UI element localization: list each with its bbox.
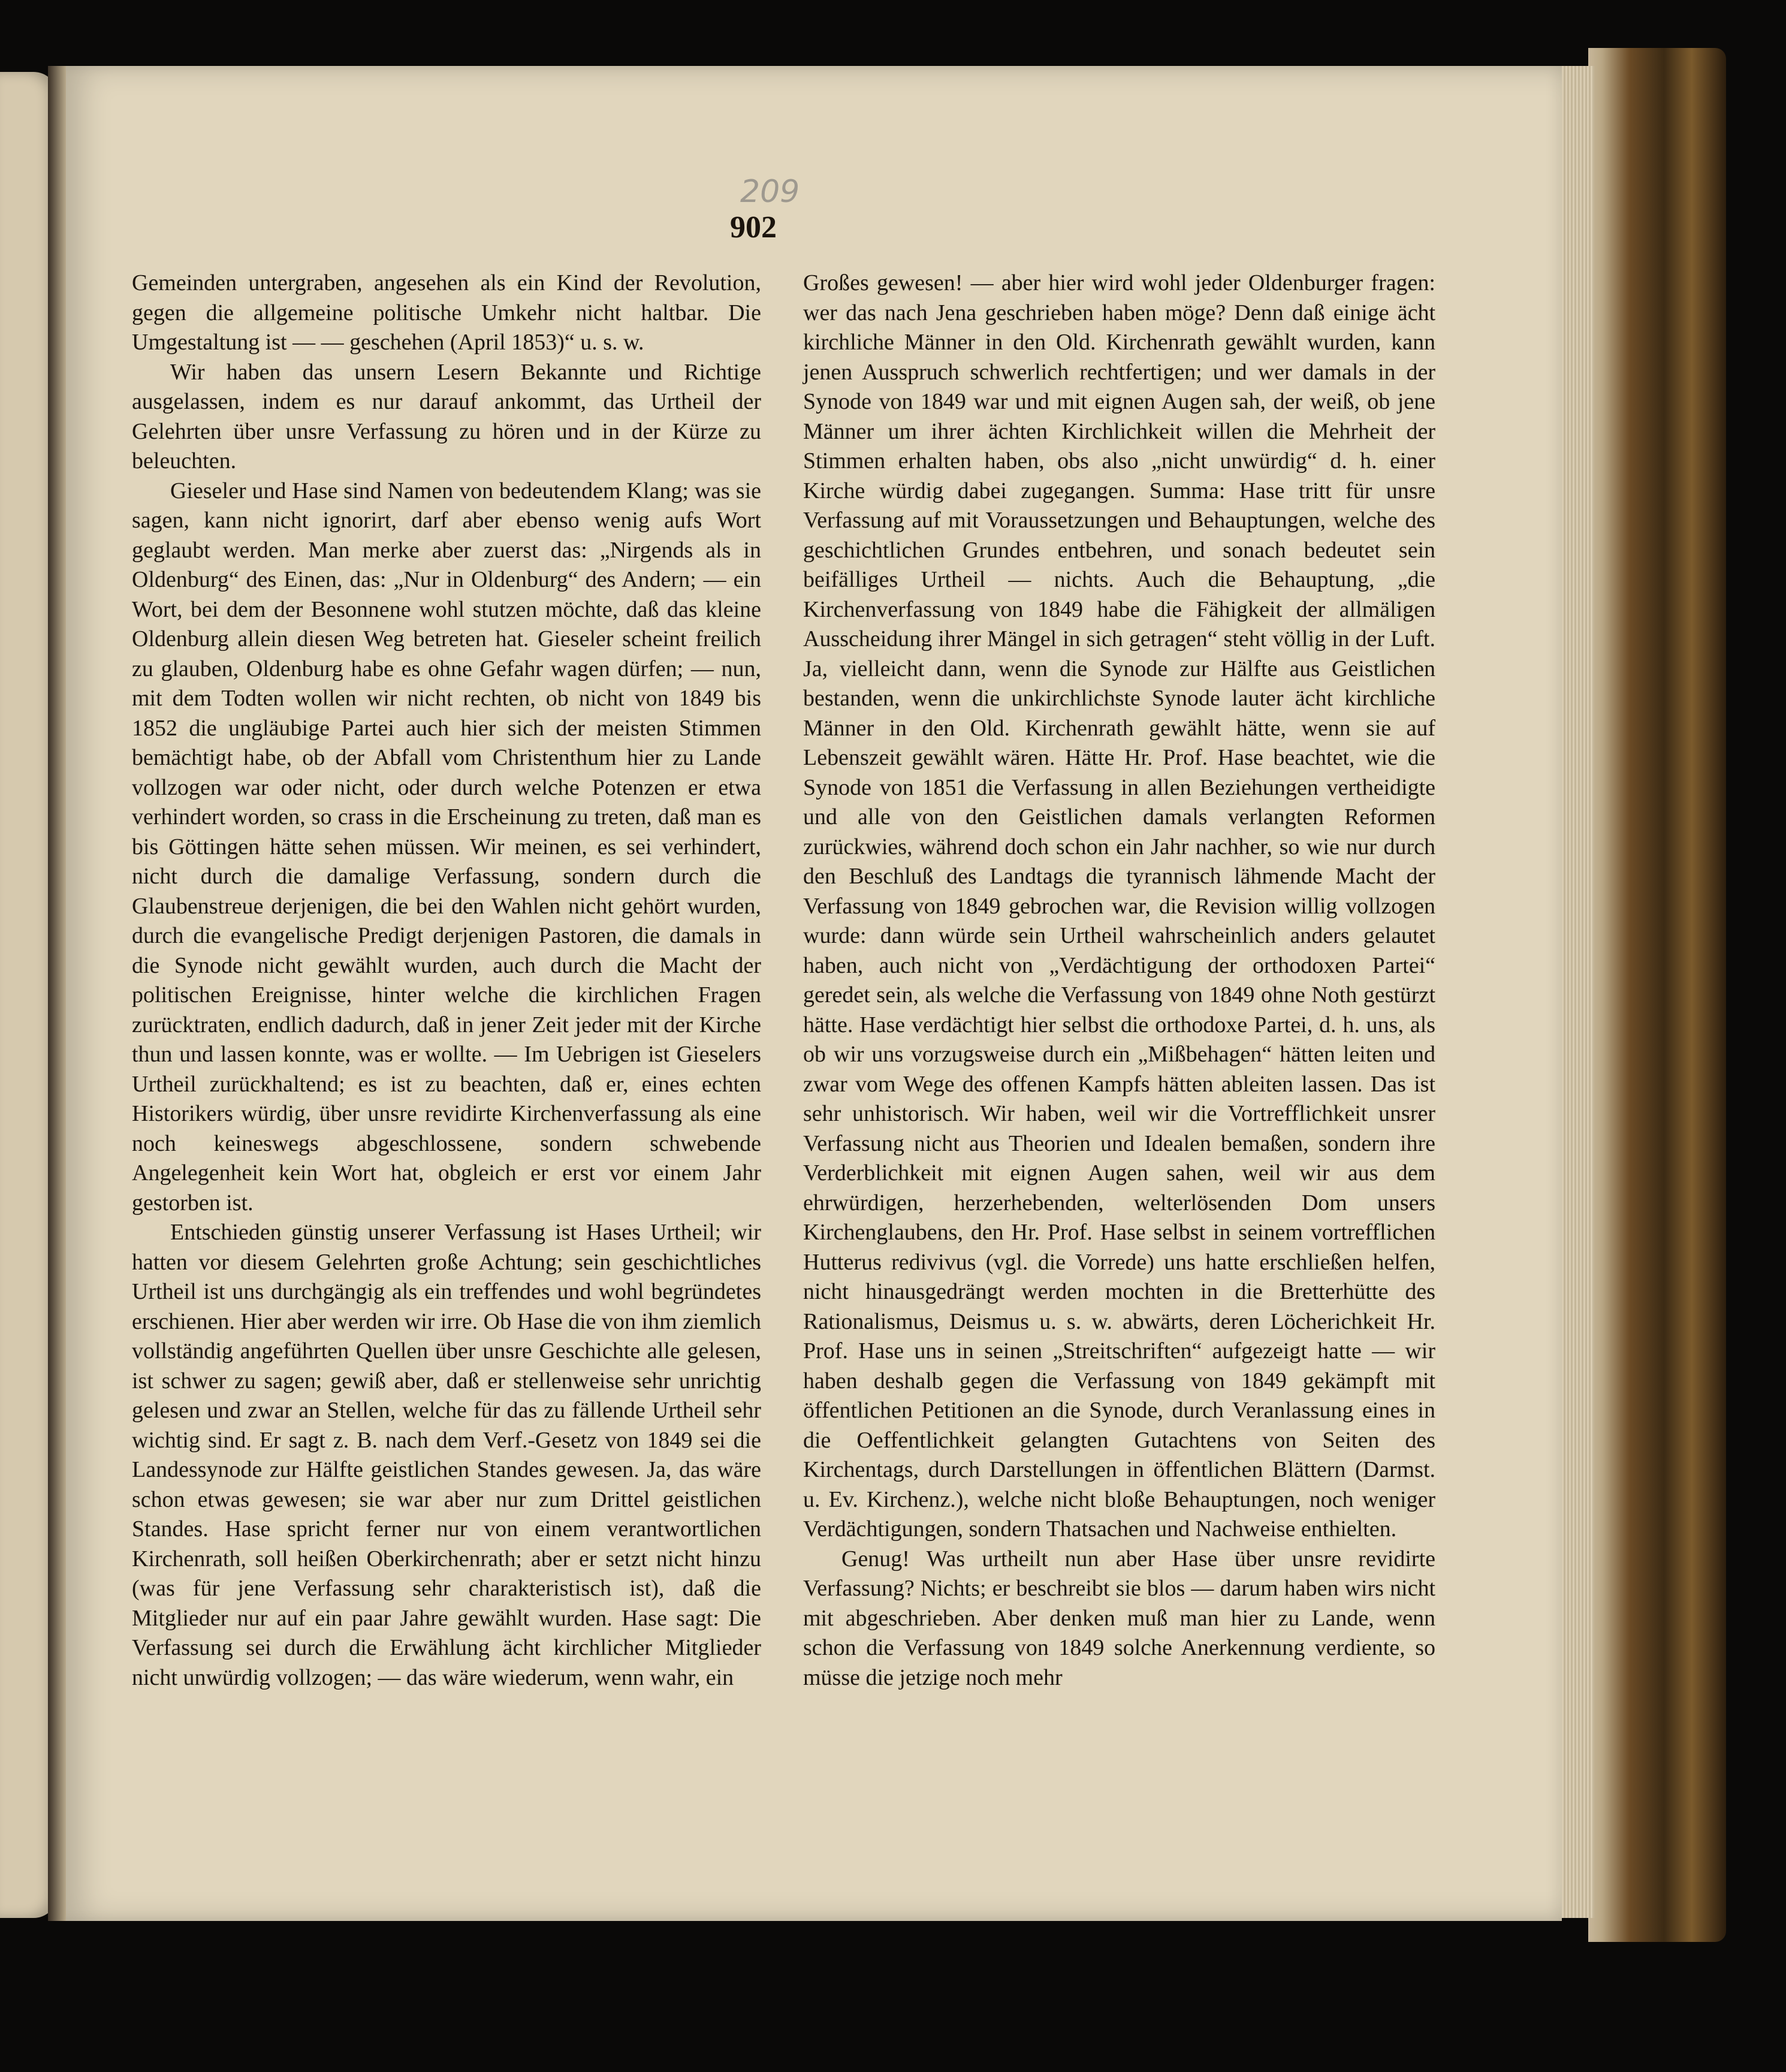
paragraph: Genug! Was urtheilt nun aber Hase über unsre revidirte Verfassung? Nichts; er beschreibt sie blos — darum haben wirs nicht mit abgeschrieben. Aber denken muß man hier zu Lande, wenn schon die Verfassung von 1849 solche Anerkennung verdiente, so müsse die jetzige noch mehr [803,1546,1435,1690]
book-binding-edge [1588,48,1726,1942]
paragraph: Gemeinden untergraben, angesehen als ein Kind der Revolution, gegen die allgemeine politische Umkehr nicht haltbar. Die Umgestaltung ist — — geschehen (April 1853)“ u. s. w. [132,270,761,355]
paragraph: Gieseler und Hase sind Namen von bedeutendem Klang; was sie sagen, kann nicht ignorirt, darf aber ebenso wenig aufs Wort geglaubt werden. Man merke aber zuerst das: „Nirgends als in Oldenburg“ des Einen, das: „Nur in Oldenburg“ des Andern; — ein Wort, bei dem der Besonnene wohl stutzen möchte, daß das kleine Oldenburg allein diesen Weg betreten hat. Gieseler scheint freilich zu glauben, Oldenburg habe es ohne Gefahr wagen dürfen; — nun, mit dem Todten wollen wir nicht rechten, ob nicht von 1849 bis 1852 die ungläubige Partei auch hier sich der meisten Stimmen bemächtigt habe, ob der Abfall vom Christenthum hier zu Lande vollzogen war oder nicht, oder durch welche Potenzen er etwa verhindert worden, so crass in die Erscheinung zu treten, daß man es bis Göttingen hätte sehen müssen. Wir meinen, es sei verhindert, nicht durch die damalige Verfassung, sondern durch die Glaubenstreue derjenigen, die bei den Wahlen nicht gehört wurden, durch die evangelische Predigt derjenigen Pastoren, die damals in die Synode nicht gewählt wurden, auch durch die Macht der politischen Ereignisse, hinter welche die kirchlichen Fragen zurücktraten, endlich dadurch, daß in jener Zeit jeder mit der Kirche thun und lassen konnte, was er wollte. — Im Uebrigen ist Gieselers Urtheil zurückhaltend; es ist zu beachten, daß er, eines echten Historikers würdig, über unsre revidirte Kirchenverfassung als eine noch keineswegs abgeschlossene, sondern schwebende Angelegenheit kein Wort hat, obgleich er erst vor einem Jahr gestorben ist. [132,478,761,1216]
pencil-annotation: 209 [740,174,800,210]
page-number: 902 [730,210,777,245]
text-column-left [132,269,761,1693]
text-column-right [803,269,1435,1693]
page-gutter [48,66,66,1921]
paragraph: Großes gewesen! — aber hier wird wohl jeder Oldenburger fragen: wer das nach Jena geschrieben haben möge? Denn daß einige ächt kirchliche Männer in den Old. Kirchenrath gewählt wurden, kann jenen Ausspruch schwerlich rechtfertigen; und wer damals in der Synode von 1849 war und mit eignen Augen sah, der weiß, ob jene Männer um ihrer ächten Kirchlichkeit willen die Mehrheit der Stimmen erhalten haben, obs also „nicht unwürdig“ d. h. einer Kirche würdig dabei zugegangen. Summa: Hase tritt für unsre Verfassung auf mit Voraussetzungen und Behauptungen, welche des geschichtlichen Grundes entbehren, und sonach bedeutet sein beifälliges Urtheil — nichts. Auch die Behauptung, „die Kirchenverfassung von 1849 habe die Fähigkeit der allmäligen Ausscheidung ihrer Mängel in sich getragen“ steht völlig in der Luft. Ja, vielleicht dann, wenn die Synode zur Hälfte aus Geistlichen bestanden, wenn die unkirchlichste Synode lauter ächt kirchliche Männer in den Old. Kirchenrath gewählt hätte, wenn sie auf Lebenszeit gewählt wären. Hätte Hr. Prof. Hase beachtet, wie die Synode von 1851 die Verfassung in allen Beziehungen vertheidigte und alle von den Geistlichen damals verlangten Reformen zurückwies, während doch schon ein Jahr nachher, so wie nur durch den Beschluß des Landtags die tyrannisch lähmende Macht der Verfassung von 1849 gebrochen war, die Revision willig vollzogen wurde: dann würde sein Urtheil wahrscheinlich anders gelautet haben, auch nicht von „Verdächtigung der orthodoxen Partei“ geredet sein, als welche die Verfassung von 1849 ohne Noth gestürzt hätte. Hase verdächtigt hier selbst die orthodoxe Partei, d. h. uns, als ob wir uns vorzugsweise durch ein „Mißbehagen“ hätten leiten und zwar vom Wege des offenen Kampfs hätten ableiten lassen. Das ist sehr unhistorisch. Wir haben, weil wir die Vortrefflichkeit unsrer Verfassung nicht aus Theorien und Idealen bemaßen, sondern ihre Verderblichkeit mit eignen Augen sahen, weil wir aus dem ehrwürdigen, herzerhebenden, welterlösenden Dom unsers Kirchenglaubens, den Hr. Prof. Hase selbst in seinem vortrefflichen Hutterus redivivus (vgl. die Vorrede) uns hatte erschließen helfen, nicht hinausgedrängt werden mochten in die Bretterhütte des Rationalismus, Deismus u. s. w. abwärts, deren Löcherichkeit Hr. Prof. Hase uns in seinen „Streitschriften“ aufgezeigt hatte — wir haben deshalb gegen die Verfassung von 1849 gekämpft mit öffentlichen Petitionen an die Synode, durch Veranlassung eines in die Oeffentlichkeit gelangten Gutachtens von Seiten des Kirchentags, durch Darstellungen in öffentlichen Blättern (Darmst. u. Ev. Kirchenz.), welche nicht bloße Behauptungen, noch weniger Verdächtigungen, sondern Thatsachen und Nachweise enthielten. [803,270,1435,1542]
paragraph: Entschieden günstig unserer Verfassung ist Hases Urtheil; wir hatten vor diesem Gelehrten große Achtung; sein geschichtliches Urtheil ist uns durchgängig als ein treffendes und wohl begründetes erschienen. Hier aber werden wir irre. Ob Hase die von ihm ziemlich vollständig angeführten Quellen über unsre Geschichte alle gelesen, ist schwer zu sagen; gewiß aber, daß er stellenweise sehr unrichtig gelesen und zwar an Stellen, welche für das zu fällende Urtheil sehr wichtig sind. Er sagt z. B. nach dem Verf.-Gesetz von 1849 sei die Landessynode zur Hälfte geistlichen Standes gewesen. Ja, das wäre schon etwas gewesen; sie war aber nur zum Drittel geistlichen Standes. Hase spricht ferner nur von einem verantwortlichen Kirchenrath, soll heißen Oberkirchenrath; aber er setzt nicht hinzu (was für jene Verfassung sehr charakteristisch ist), daß die Mitglieder nur auf ein paar Jahre gewählt wurden. Hase sagt: Die Verfassung sei durch die Erwählung ächt kirchlicher Mitglieder nicht unwürdig vollzogen; — das wäre wiederum, wenn wahr, ein [132,1220,761,1690]
paragraph: Wir haben das unsern Lesern Bekannte und Richtige ausgelassen, indem es nur darauf ankommt, das Urtheil der Gelehrten über unsre Verfassung zu hören und in der Kürze zu beleuchten. [132,359,761,473]
page-stack-edge [1558,66,1594,1918]
